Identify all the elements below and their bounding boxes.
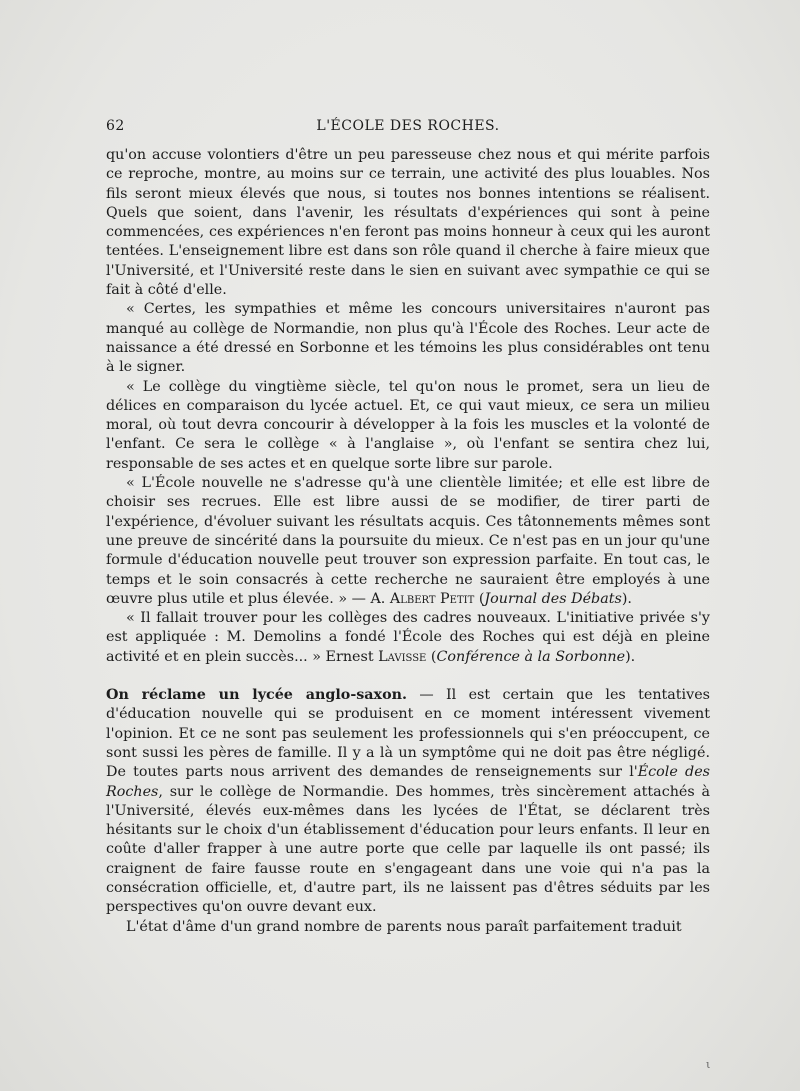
paragraph-text: ).: [625, 648, 636, 665]
paragraph-text: qu'on accuse volontiers d'être un peu paresseuse chez nous et qui mérite parfois ce reproche, montre, au moins sur ce terrain, une activité des plus louables. Nos fils seront mieux élevés que nous, si toutes nos bonnes intentions se réalisent. Quels que soient, dans l'avenir, les résultats d'expériences qui sont à peine commencées, ces expériences n'en feront pas moins honneur à ceux qui les auront tentées. L'enseignement libre est dans son rôle quand il cherche à faire mieux que l'Université, et l'Université reste dans le sien en suivant avec sympathie ce qui se fait à côté d'elle.: [106, 147, 710, 299]
paragraph-text: L'état d'âme d'un grand nombre de parents nous paraît parfaitement traduit: [126, 918, 682, 935]
paragraph-2: [106, 300, 710, 377]
author-name: Albert Petit: [389, 590, 475, 607]
paragraph-3: [106, 378, 710, 474]
paragraph-text: « Le collège du vingtième siècle, tel qu'on nous le promet, sera un lieu de délices en comparaison du lycée actuel. Et, ce qui vaut mieux, ce sera un milieu moral, où tout devra concourir à développer à la fois les muscles et la volonté de l'enfant. Ce sera le collège « à l'anglaise », où l'enfant se sentira chez lui, responsable de ses actes et en quelque sorte libre sur parole.: [106, 378, 710, 472]
paragraph-text: , sur le collège de Normandie. Des hommes, très sincèrement attachés à l'Université, élevés eux-mêmes dans les lycées de l'État, se déclarent très hésitants sur le choix d'un établissement d'éducation pour leurs enfants. Il leur en coûte d'aller frapper à une autre porte que celle par laquelle ils ont passé; ils craignent de faire fausse route en s'engageant dans une voie qui n'a pas la consécration officielle, et, d'autre part, ils ne laissent pas d'êtres séduits par les perspectives qu'on ouvre devant eux.: [106, 783, 710, 916]
page-header: [106, 118, 710, 138]
paragraph-1: [106, 146, 710, 300]
source-title: Journal des Débats: [484, 590, 622, 607]
paragraph-text: (: [474, 590, 485, 607]
paragraph-7: [106, 918, 710, 937]
paragraph-text: ).: [621, 590, 632, 607]
paragraph-text: « Certes, les sympathies et même les concours universitaires n'auront pas manqué au collège de Normandie, non plus qu'à l'École des Roches. Leur acte de naissance a été dressé en Sorbonne et les témoins les plus considérables ont tenu à le signer.: [106, 301, 710, 376]
running-title: L'ÉCOLE DES ROCHES.: [316, 118, 500, 134]
paragraph-5: [106, 609, 710, 667]
section-heading: On réclame un lycée anglo-saxon.: [106, 687, 407, 704]
paragraph-text: (: [426, 648, 437, 665]
author-name: Lavisse: [378, 648, 427, 665]
italic-title: École des Roches: [106, 764, 710, 800]
paragraph-text: « L'École nouvelle ne s'adresse qu'à une clientèle limitée; et elle est libre de choisir ses recrues. Elle est libre aussi de se modifier, de tirer parti de l'expérience, d'évoluer suivant les résultats acquis. Ces tâtonnements mêmes sont une preuve de sincérité dans la poursuite du mieux. Ce n'est pas en un jour qu'une formule d'éducation nouvelle peut trouver son expression parfaite. En tout cas, le temps et le soin consacrés à cette recherche ne sauraient être employés à une œuvre plus utile et plus élevée. » — A.: [106, 475, 710, 607]
stray-mark: ι: [706, 1058, 711, 1071]
paragraph-text: — Il est certain que les tentatives d'éducation nouvelle qui se produisent en ce moment intéressent vivement l'opinion. Et ce ne sont pas seulement les professionnels qui s'en préoccupent, ce sont sussi les pères de famille. Il y a là un symptôme qui ne doit pas être négligé. De toutes parts nous arrivent des demandes de renseignements sur l': [106, 687, 710, 781]
paragraph-4: [106, 474, 710, 609]
paragraph-text: « Il fallait trouver pour les collèges des cadres nouveaux. L'initiative privée s'y est appliquée : M. Demolins a fondé l'École des Roches qui est déjà en pleine activité et en plein succès... » Ernest: [106, 610, 710, 665]
paragraph-6: [106, 686, 710, 918]
source-title: Conférence à la Sorbonne: [436, 648, 626, 665]
page-number: 62: [106, 118, 125, 134]
page-body: [106, 146, 710, 937]
